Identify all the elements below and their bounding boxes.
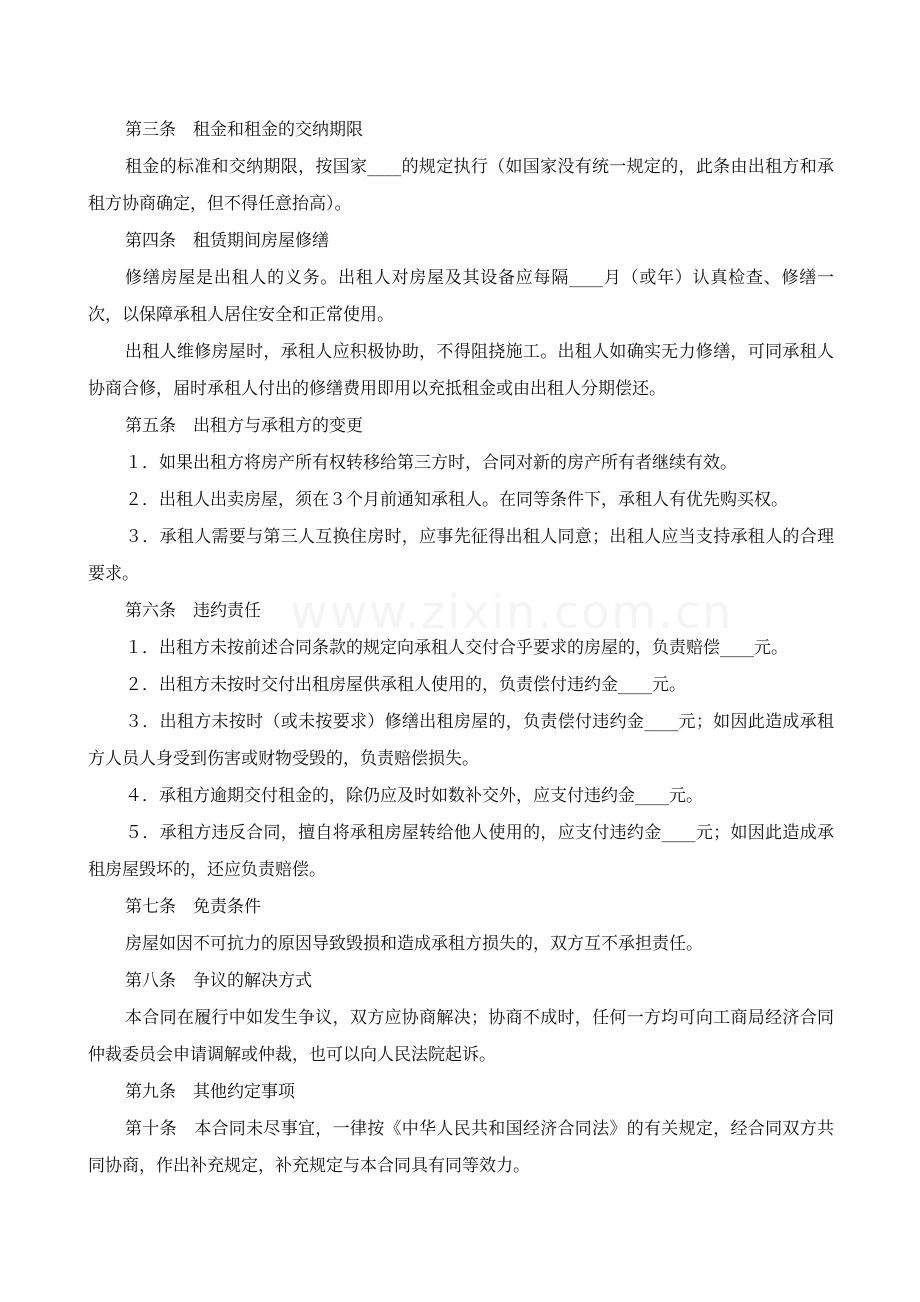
document-page (88, 112, 834, 1185)
article-10-body: 第十条 本合同未尽事宜，一律按《中华人民共和国经济合同法》的有关规定，经合同双方共同协商，作出补充规定，补充规定与本合同具有同等效力。 (88, 1119, 834, 1176)
watermark: www.zixin.com.cn (290, 585, 734, 639)
article-6-item-5: ５．承租方违反合同，擅自将承租房屋转给他人使用的，应支付违约金____元；如因此造成承租房屋毁坏的，还应负责赔偿。 (88, 823, 834, 880)
article-9-heading: 第九条 其他约定事项 (125, 1082, 295, 1102)
article-7-body: 房屋如因不可抗力的原因导致毁损和造成承租方损失的，双方互不承担责任。 (125, 934, 703, 954)
article-6-item-2: ２．出租方未按时交付出租房屋供承租人使用的，负责偿付违约金____元。 (125, 675, 686, 695)
article-6-item-3: ３．出租方未按时（或未按要求）修缮出租房屋的，负责偿付违约金____元；如因此造成承租方人员人身受到伤害或财物受毁的，负责赔偿损失。 (88, 712, 834, 769)
article-6-item-4: ４．承租方逾期交付租金的，除仍应及时如数补交外，应支付违约金____元。 (125, 786, 703, 806)
article-8-body: 本合同在履行中如发生争议，双方应协商解决；协商不成时，任何一方均可向工商局经济合同仲裁委员会申请调解或仲裁，也可以向人民法院起诉。 (88, 1008, 834, 1065)
article-5-item-3: ３．承租人需要与第三人互换住房时，应事先征得出租人同意；出租人应当支持承租人的合理要求。 (88, 527, 834, 584)
article-6-heading: 第六条 违约责任 (125, 601, 261, 621)
article-4-body-1: 修缮房屋是出租人的义务。出租人对房屋及其设备应每隔____月（或年）认真检查、修缮一次，以保障承租人居住安全和正常使用。 (88, 268, 834, 325)
article-5-item-1: １．如果出租方将房产所有权转移给第三方时，合同对新的房产所有者继续有效。 (125, 453, 737, 473)
article-5-item-2: ２．出租人出卖房屋，须在３个月前通知承租人。在同等条件下，承租人有优先购买权。 (125, 490, 788, 510)
article-4-heading: 第四条 租赁期间房屋修缮 (125, 231, 329, 251)
article-8-heading: 第八条 争议的解决方式 (125, 971, 312, 991)
article-3-body: 租金的标准和交纳期限，按国家____的规定执行（如国家没有统一规定的，此条由出租方和承租方协商确定，但不得任意抬高）。 (88, 157, 834, 214)
article-6-item-1: １．出租方未按前述合同条款的规定向承租人交付合乎要求的房屋的，负责赔偿____元。 (125, 638, 788, 658)
article-4-body-2: 出租人维修房屋时，承租人应积极协助，不得阻挠施工。出租人如确实无力修缮，可同承租人协商合修，届时承租人付出的修缮费用即用以充抵租金或由出租人分期偿还。 (88, 342, 834, 399)
article-7-heading: 第七条 免责条件 (125, 897, 261, 917)
article-5-heading: 第五条 出租方与承租方的变更 (125, 416, 363, 436)
article-3-heading: 第三条 租金和租金的交纳期限 (125, 120, 363, 140)
